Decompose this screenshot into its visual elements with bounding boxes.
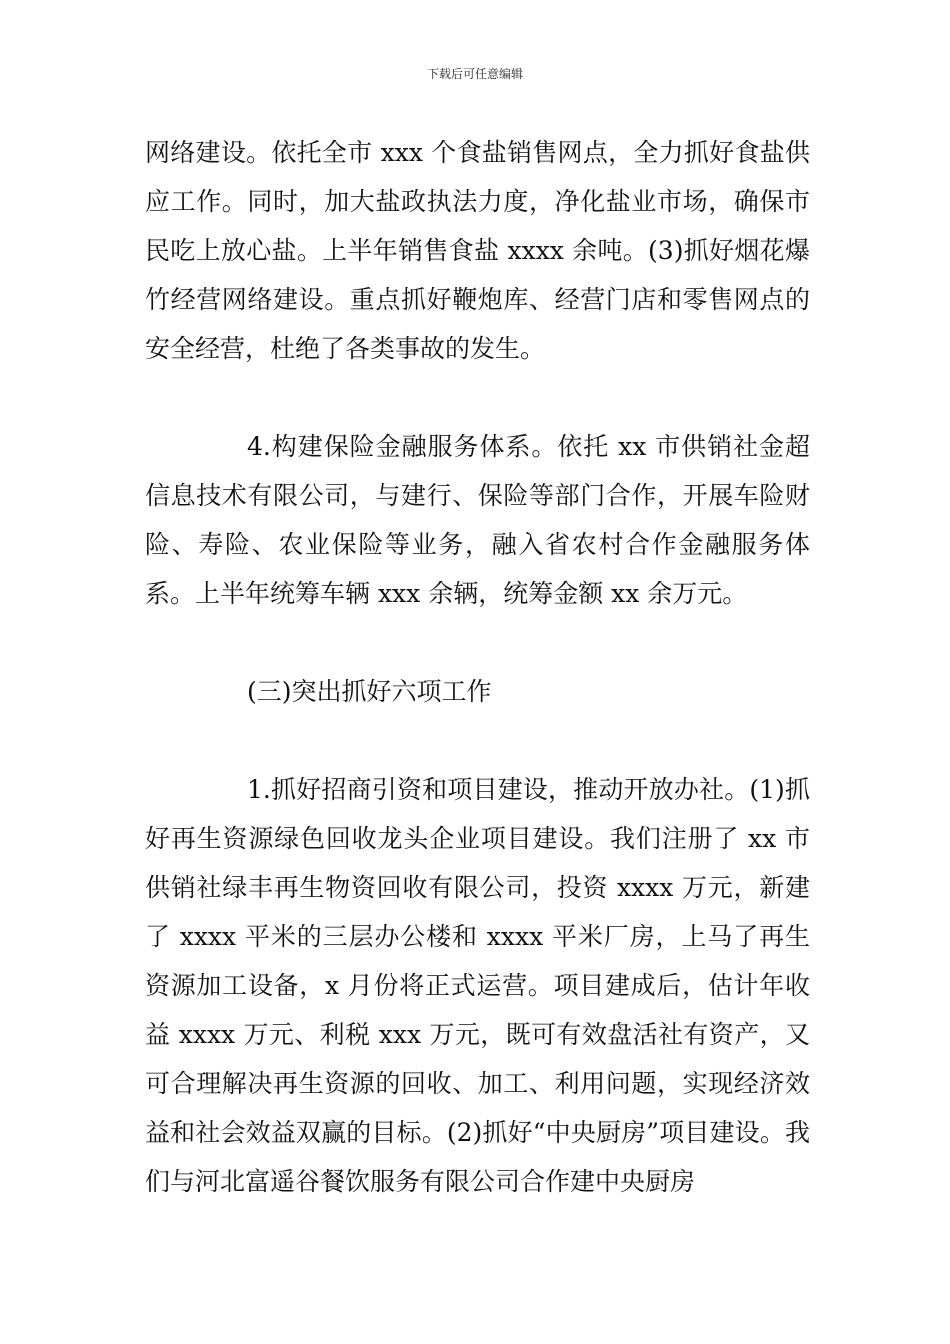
paragraph-investment-projects: 1.抓好招商引资和项目建设，推动开放办社。(1)抓好再生资源绿色回收龙头企业项目建设。我们注册了 xx 市供销社绿丰再生物资回收有限公司，投资 xxxx 万元，新建了 xxxx 平米的三层办公楼和 xxxx 平米厂房，上马了再生资源加工设备，x 月份将正式运营。项目建成后，估计年收益 xxxx 万元、利税 xxx 万元，既可有效盘活社有资产，又可合理解决再生资源的回收、加工、利用问题，实现经济效益和社会效益双赢的目标。(2)抓好“中央厨房”项目建设。我们与河北富遥谷餐饮服务有限公司合作建中央厨房 <box>145 775 810 1196</box>
section-heading-six-tasks: (三)突出抓好六项工作 <box>247 677 492 706</box>
paragraph-salt-fireworks-network: 网络建设。依托全市 xxx 个食盐销售网点，全力抓好食盐供应工作。同时，加大盐政执法力度，净化盐业市场，确保市民吃上放心盐。上半年销售食盐 xxxx 余吨。(3)抓好烟花爆竹经营网络建设。重点抓好鞭炮库、经营门店和零售网点的安全经营，杜绝了各类事故的发生。 <box>145 138 810 363</box>
document-body <box>145 128 810 1206</box>
page-header-note: 下载后可任意编辑 <box>426 67 523 81</box>
paragraph-insurance-finance: 4.构建保险金融服务体系。依托 xx 市供销社金超信息技术有限公司，与建行、保险等部门合作，开展车险财险、寿险、农业保险等业务，融入省农村合作金融服务体系。上半年统筹车辆 xxx 余辆，统筹金额 xx 余万元。 <box>145 432 810 608</box>
